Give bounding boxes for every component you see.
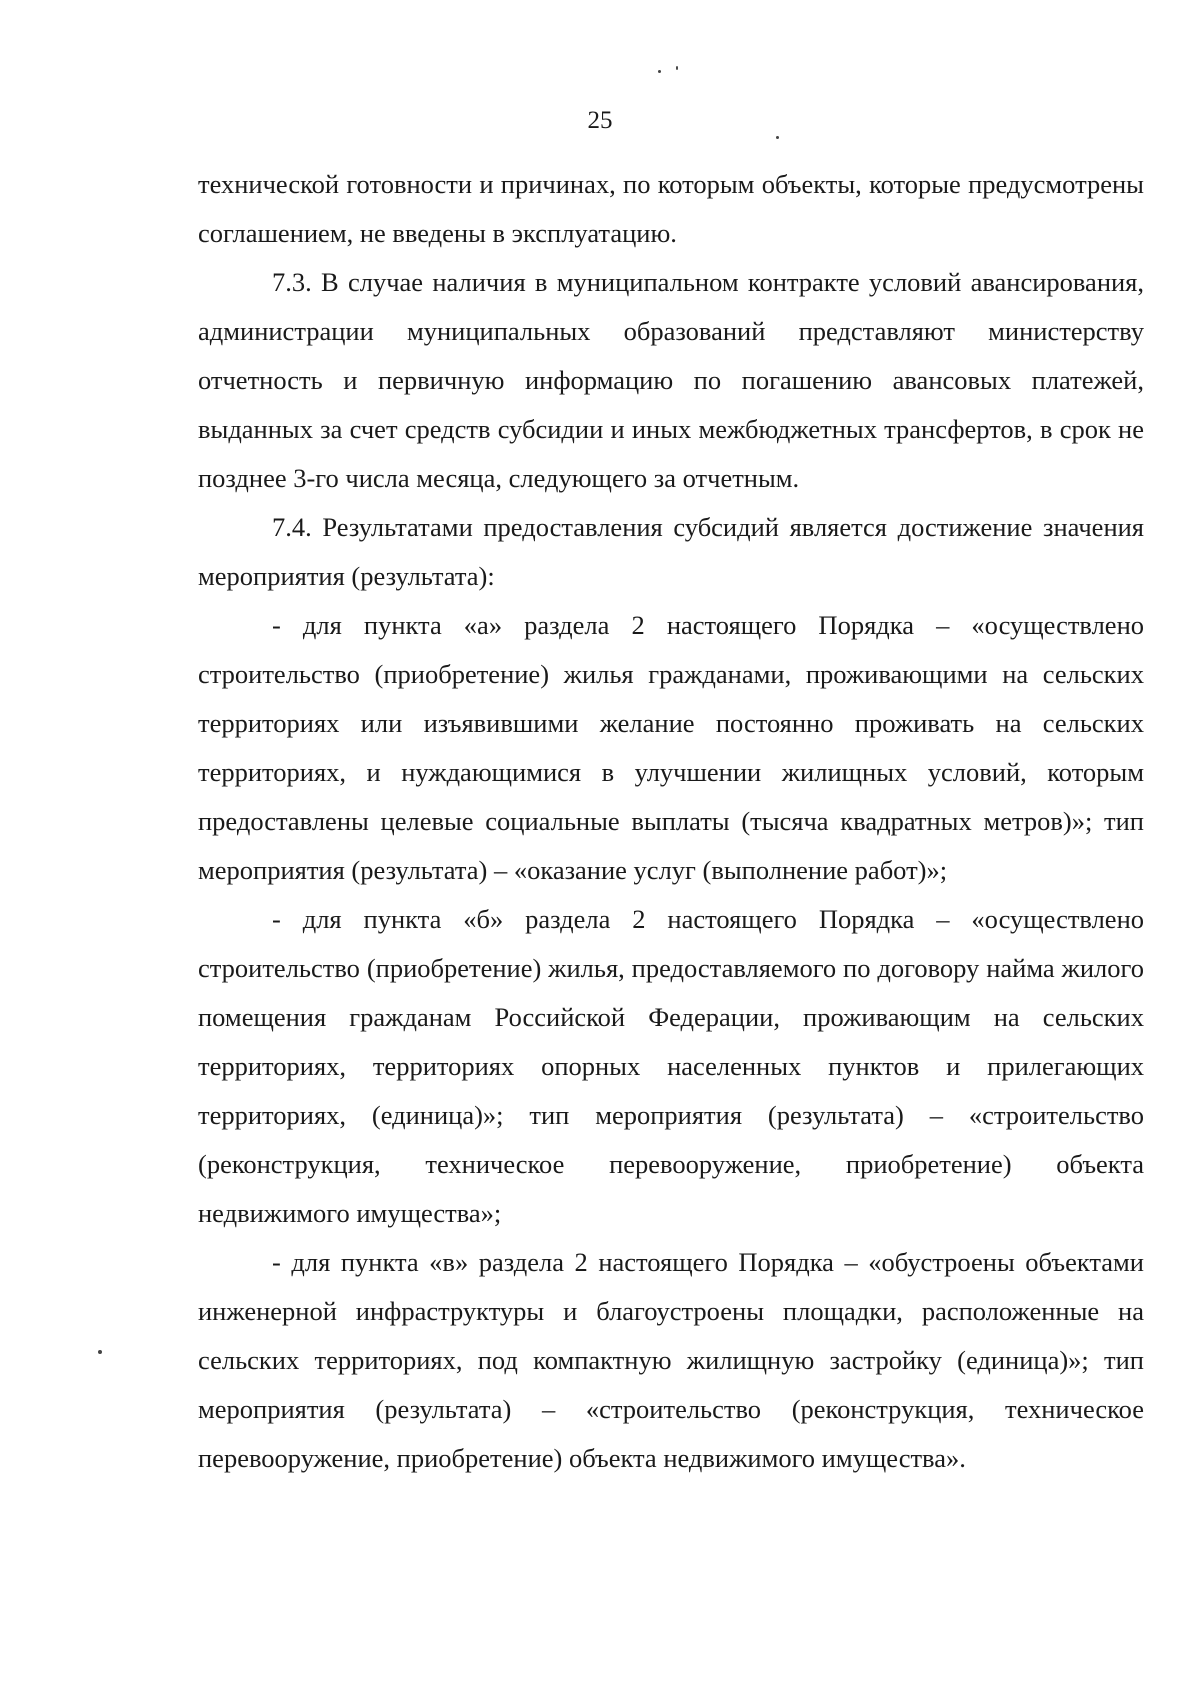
list-item-v: - для пункта «в» раздела 2 настоящего Порядка – «обустроены объектами инженерной инфраструктуры и благоустроены площадки, расположенные на сельских территориях, под компактную жилищную застройку (единица)»; тип мероприятия (результата) – «строительство (реконструкция, техническое перевооружение, приобретение) объекта недвижимого имущества».: [198, 1247, 1144, 1473]
list-item-a: - для пункта «а» раздела 2 настоящего Порядка – «осуществлено строительство (приобретение) жилья гражданами, проживающими на сельских территориях или изъявившими желание постоянно проживать на сельских территориях, и нуждающимися в улучшении жилищных условий, которым предоставлены целевые социальные выплаты (тысяча квадратных метров)»; тип мероприятия (результата) – «оказание услуг (выполнение работ)»;: [198, 610, 1144, 885]
scan-speck: [676, 66, 678, 70]
page-number: 25: [587, 107, 613, 134]
scan-speck: [98, 1350, 102, 1354]
scan-speck: [658, 70, 661, 73]
paragraph-7-3: 7.3. В случае наличия в муниципальном контракте условий авансирования, администрации муниципальных образований представляют министерству отчетность и первичную информацию по погашению авансовых платежей, выданных за счет средств субсидии и иных межбюджетных трансфертов, в срок не позднее 3-го числа месяца, следующего за отчетным.: [198, 267, 1144, 493]
paragraph-7-4: 7.4. Результатами предоставления субсидий является достижение значения мероприятия (результата):: [198, 512, 1144, 591]
list-item-b: - для пункта «б» раздела 2 настоящего Порядка – «осуществлено строительство (приобретение) жилья, предоставляемого по договору найма жилого помещения гражданам Российской Федерации, проживающим на сельских территориях, территориях опорных населенных пунктов и прилегающих территориях, (единица)»; тип мероприятия (результата) – «строительство (реконструкция, техническое перевооружение, приобретение) объекта недвижимого имущества»;: [198, 904, 1144, 1228]
paragraph-continuation: технической готовности и причинах, по которым объекты, которые предусмотрены соглашением, не введены в эксплуатацию.: [198, 169, 1144, 248]
scan-speck: [776, 136, 779, 139]
document-body: [198, 160, 1144, 1483]
